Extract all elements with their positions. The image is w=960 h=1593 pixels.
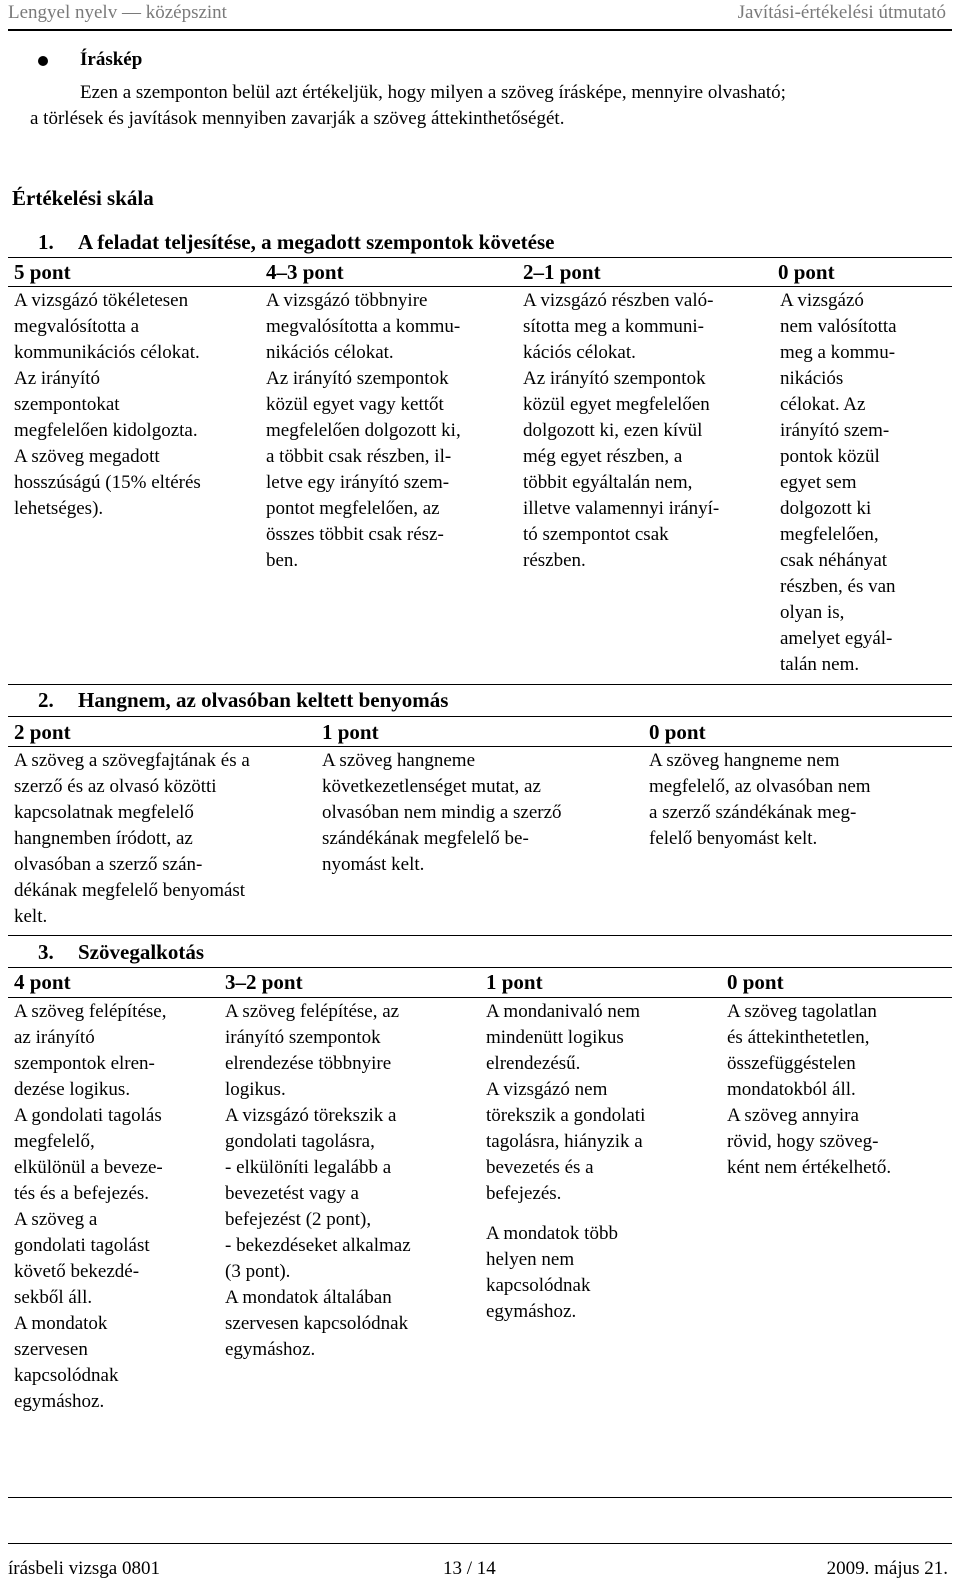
intro-title: Íráskép <box>80 49 143 70</box>
footer-rule <box>8 1543 952 1544</box>
section2-col-1: 1 pont <box>322 720 379 744</box>
section1-top-rule <box>8 257 952 258</box>
section1-header-rule <box>8 286 952 287</box>
section3-cell-1: A mondanivaló nem mindenütt logikus elrendezésű. A vizsgázó nem törekszik a gondolati tagolásra, hiányzik a bevezetés és a befejezés. <box>486 1001 646 1204</box>
section3-bottom-rule <box>8 1497 952 1498</box>
section1-cell-4-3: A vizsgázó többnyire megvalósította a kommu- nikációs célokat. Az irányító szempontok közül egyet vagy kettőt megfelelően dolgozott ki, a többit csak részben, il- letve egy irányító szem- pontot megfelelően, az összes többit csak rész- ben. <box>266 290 461 571</box>
section2-header-rule <box>8 746 952 747</box>
section3-sub-rule <box>8 967 952 968</box>
section3-cell-1-extra: A mondatok több helyen nem kapcsolódnak egymáshoz. <box>486 1223 618 1322</box>
section3-col-3-2: 3–2 pont <box>225 970 303 994</box>
scale-title: Értékelési skála <box>12 186 154 210</box>
section2-top-rule <box>8 684 952 685</box>
footer-left: írásbeli vizsga 0801 <box>8 1558 160 1579</box>
section2-col-0: 0 pont <box>649 720 706 744</box>
section2-cell-0: A szöveg hangneme nem megfelelő, az olvasóban nem a szerző szándékának meg- felelő benyomást kelt. <box>649 750 871 849</box>
section1-col-4-3: 4–3 pont <box>266 260 344 284</box>
section1-cell-5: A vizsgázó tökéletesen megvalósította a kommunikációs célokat. Az irányító szempontokat megfelelően kidolgozta. A szöveg megadott hosszúságú (15% eltérés lehetséges). <box>14 290 201 519</box>
section3-col-0: 0 pont <box>727 970 784 994</box>
section3-header-rule <box>8 997 952 998</box>
footer-right: 2009. május 21. <box>826 1558 948 1579</box>
section3-cell-0: A szöveg tagolatlan és áttekinthetetlen, összefüggéstelen mondatokból áll. A szöveg annyira rövid, hogy szöveg- ként nem értékelhető. <box>727 1001 892 1178</box>
section2-title: Hangnem, az olvasóban keltett benyomás <box>78 688 449 712</box>
section1-col-5: 5 pont <box>14 260 71 284</box>
section3-number: 3. <box>38 940 54 964</box>
footer-center: 13 / 14 <box>443 1558 496 1579</box>
section3-cell-3-2: A szöveg felépítése, az irányító szempontok elrendezése többnyire logikus. A vizsgázó törekszik a gondolati tagolásra, - elkülöníti legalább a bevezetést vagy a befejezést (2 pont), - bekezdéseket alkalmaz (3 pont). A mondatok általában szervesen kapcsolódnak egymáshoz. <box>225 1001 411 1360</box>
intro-paragraph: Ezen a szemponton belül azt értékeljük, hogy milyen a szöveg írásképe, mennyire olvasható; a törlések és javítások mennyiben zavarják a szöveg áttekinthetőségét. <box>30 82 786 129</box>
header-left: Lengyel nyelv — középszint <box>8 2 227 23</box>
bullet-icon <box>38 56 48 66</box>
section2-col-2: 2 pont <box>14 720 71 744</box>
section1-number: 1. <box>38 230 54 254</box>
section3-title: Szövegalkotás <box>78 940 204 964</box>
header-right: Javítási-értékelési útmutató <box>737 2 946 23</box>
section3-col-1: 1 pont <box>486 970 543 994</box>
section2-number: 2. <box>38 688 54 712</box>
header-rule <box>8 29 952 31</box>
section1-col-0: 0 pont <box>778 260 835 284</box>
section2-sub-rule <box>8 716 952 717</box>
section1-cell-2-1: A vizsgázó részben való- sította meg a kommuni- kációs célokat. Az irányító szempontok közül egyet megfelelően dolgozott ki, ezen kívül még egyet részben, a többit egyáltalán nem, illetve valamennyi irányí- tó szempontot csak részben. <box>523 290 720 571</box>
section3-top-rule <box>8 935 952 936</box>
section1-col-2-1: 2–1 pont <box>523 260 601 284</box>
section1-cell-0: A vizsgázó nem valósította meg a kommu- nikációs célokat. Az irányító szem- pontok közül egyet sem dolgozott ki megfelelően, csak néhányat részben, és van olyan is, amelyet egyál- talán nem. <box>780 290 897 675</box>
section1-title: A feladat teljesítése, a megadott szempontok követése <box>78 230 555 254</box>
section2-cell-2: A szöveg a szövegfajtának és a szerző és az olvasó közötti kapcsolatnak megfelelő hangnemben íródott, az olvasóban a szerző szán- dékának megfelelő benyomást kelt. <box>14 750 250 927</box>
section3-cell-4: A szöveg felépítése, az irányító szempontok elren- dezése logikus. A gondolati tagolás megfelelő, elkülönül a beveze- tés és a befejezés. A szöveg a gondolati tagolást követő bekezdé- sekből áll. A mondatok szervesen kapcsolódnak egymáshoz. <box>14 1001 167 1412</box>
section2-cell-1: A szöveg hangneme következetlenséget mutat, az olvasóban nem mindig a szerző szándékának megfelelő be- nyomást kelt. <box>322 750 562 875</box>
section3-col-4: 4 pont <box>14 970 71 994</box>
